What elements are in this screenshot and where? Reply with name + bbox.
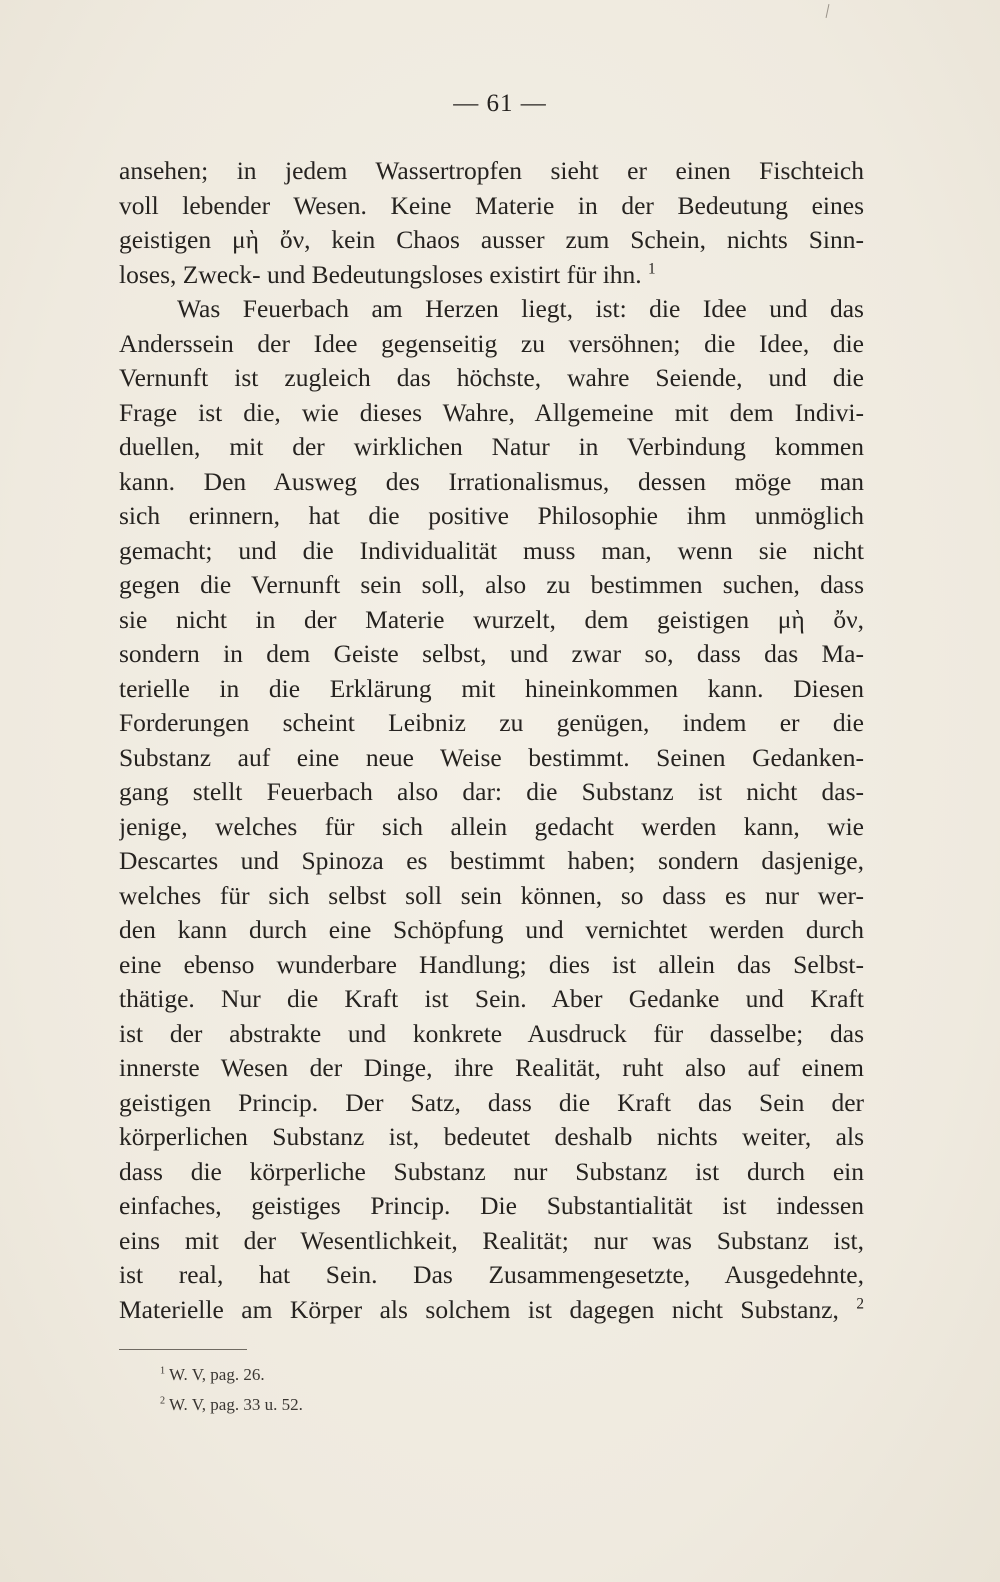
text-line: dass die körperliche Substanz nur Substanz ist durch ein [119,1156,864,1186]
text-line: ist real, hat Sein. Das Zusammengesetzte, Ausgedehnte, [119,1260,864,1289]
text-line: Anderssein der Idee gegenseitig zu versöhnen; die Idee, die [119,328,864,358]
text-line: einfaches, geistiges Princip. Die Substantialität ist indessen [119,1191,864,1220]
text-line: Forderungen scheint Leibniz zu genügen, indem er die [119,708,864,737]
text-line: sie nicht in der Materie wurzelt, dem geistigen μὴ ὄν, [119,604,864,634]
footnote-ref-2[interactable]: 2 [856,1295,864,1312]
footnote-1 [160,1360,303,1390]
text-line: sich erinnern, hat die positive Philosophie ihm unmöglich [119,501,864,530]
text-line: körperlichen Substanz ist, bedeutet deshalb nichts weiter, als [119,1122,864,1151]
text-line [119,258,864,293]
body-text [119,154,864,1327]
text-line-content: Materielle am Körper als solchem ist dagegen nicht Substanz, [119,1294,839,1324]
text-line: duellen, mit der wirklichen Natur in Verbindung kommen [119,432,864,461]
text-line: gegen die Vernunft sein soll, also zu bestimmen suchen, dass [119,570,864,599]
scan-mark [826,4,830,18]
text-line: eins mit der Wesentlichkeit, Realität; nur was Substanz ist, [119,1225,864,1255]
page-number: — 61 — [453,90,547,117]
text-line: Was Feuerbach am Herzen liegt, ist: die Idee und das [177,294,864,323]
text-line: gang stellt Feuerbach also dar: die Substanz ist nicht das- [119,777,864,806]
text-line: geistigen μὴ ὄν, kein Chaos ausser zum Schein, nichts Sinn- [119,225,864,254]
text-line: welches für sich selbst soll sein können, so dass es nur wer- [119,880,864,910]
footnote-divider [119,1349,247,1350]
footnote-text: W. V, pag. 26. [169,1365,265,1384]
footnote-marker: 1 [160,1365,166,1377]
text-line: thätige. Nur die Kraft ist Sein. Aber Gedanke und Kraft [119,984,864,1013]
text-line: voll lebender Wesen. Keine Materie in der Bedeutung eines [119,190,864,220]
footnote-marker: 2 [160,1395,166,1407]
text-line: sondern in dem Geiste selbst, und zwar so, dass das Ma- [119,639,864,668]
text-line: Descartes und Spinoza es bestimmt haben; sondern dasjenige, [119,846,864,875]
text-line: Vernunft ist zugleich das höchste, wahre Seiende, und die [119,363,864,392]
footnote-ref-1[interactable]: 1 [648,260,656,277]
footnote-2 [160,1390,303,1420]
footnotes [160,1360,303,1420]
text-line: geistigen Princip. Der Satz, dass die Kraft das Sein der [119,1087,864,1117]
text-line: gemacht; und die Individualität muss man, wenn sie nicht [119,535,864,565]
text-line: kann. Den Ausweg des Irrationalismus, dessen möge man [119,466,864,496]
text-line: terielle in die Erklärung mit hineinkommen kann. Diesen [119,673,864,703]
text-line-content: loses, Zweck- und Bedeutungsloses existirt für ihn. [119,259,642,289]
text-line: eine ebenso wunderbare Handlung; dies ist allein das Selbst- [119,949,864,979]
text-line: den kann durch eine Schöpfung und vernichtet werden durch [119,915,864,944]
text-line: ist der abstrakte und konkrete Ausdruck für dasselbe; das [119,1018,864,1048]
text-line: ansehen; in jedem Wassertropfen sieht er einen Fischteich [119,156,864,185]
text-line: jenige, welches für sich allein gedacht werden kann, wie [119,811,864,841]
text-line [119,1293,864,1328]
text-line: innerste Wesen der Dinge, ihre Realität, ruht also auf einem [119,1053,864,1082]
footnote-text: W. V, pag. 33 u. 52. [169,1395,303,1414]
text-line: Substanz auf eine neue Weise bestimmt. Seinen Gedanken- [119,742,864,772]
text-line: Frage ist die, wie dieses Wahre, Allgemeine mit dem Indivi- [119,397,864,427]
